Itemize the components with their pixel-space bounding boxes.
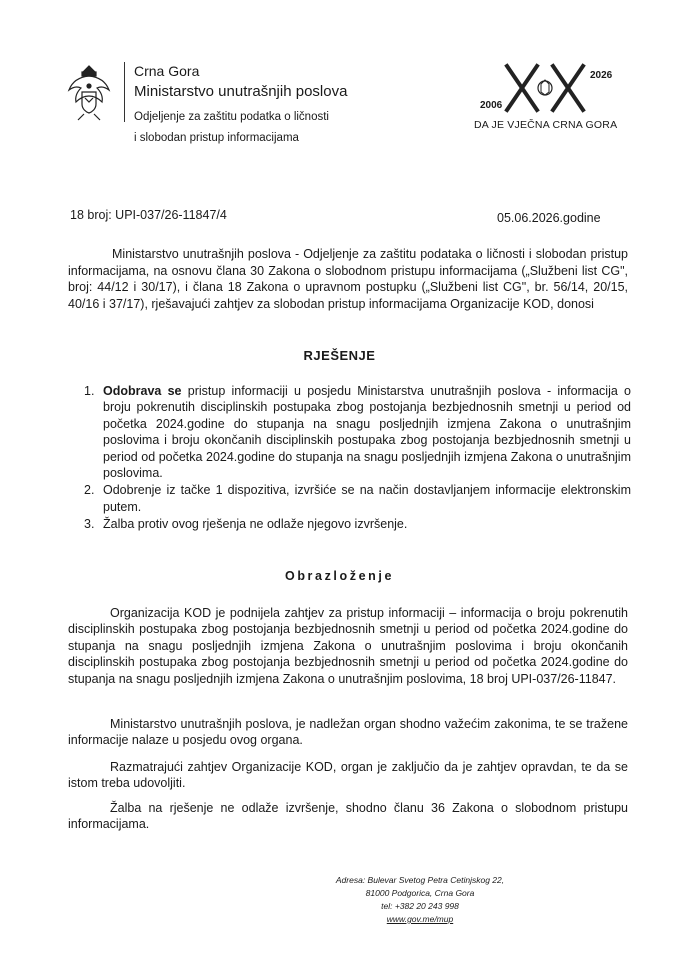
decision-item-number: 1. (84, 384, 95, 398)
logo-slogan: DA JE VJEČNA CRNA GORA (474, 119, 618, 131)
footer (220, 874, 620, 926)
decision-item-number: 3. (84, 517, 95, 532)
reasoning-paragraph: Žalba na rješenje ne odlaže izvršenje, shodno članu 36 Zakona o slobodnom pristupu informacijama. (68, 801, 628, 832)
reference-date: 05.06.2026.godine (497, 211, 601, 225)
decision-list (76, 383, 631, 534)
decision-item-text: pristup informaciji u posjedu Ministarstva unutrašnjih poslova - informacija o broju pokrenutih disciplinskih postupaka zbog postojanja bezbjednosnih smetnji u period od početka 2024.godine do stupanja na snagu posljednjih izmjena Zakona o unutrašnjim poslovima i broju okončanih disciplinskih postupaka zbog postojanja bezbjednosnih smetnji u period od početka 2024.godine do stupanja na snagu posljednjih izmjena Zakona o unutrašnjim poslovima. (103, 384, 632, 481)
decision-item-text: Žalba protiv ovog rješenja ne odlaže njegovo izvršenje. (103, 517, 408, 532)
decision-item-number: 2. (84, 483, 95, 498)
reasoning-paragraph: Organizacija KOD je podnijela zahtjev za pristup informaciji – informacija o broju pokrenutih disciplinskih postupaka zbog postojanja bezbjednosnih smetnji u period od početka 2024.godine do stupanja na snagu posljednjih izmjena Zakona o unutrašnjim poslovima i broju okončanih disciplinskih postupaka zbog postojanja bezbjednosnih smetnji u period od početka 2024.godine do stupanja na snagu posljednjih izmjena Zakona o unutrašnjim poslovima, 18 broj UPI-037/26-11847. (68, 606, 628, 686)
logo-year-right: 2026 (590, 70, 613, 81)
footer-city: 81000 Podgorica, Crna Gora (365, 888, 475, 898)
decision-item (76, 516, 631, 532)
coat-of-arms-icon (64, 62, 114, 124)
footer-web-link[interactable]: www.gov.me/mup (386, 914, 454, 924)
decision-item-lead: Odobrava se (103, 384, 182, 398)
decision-item (76, 482, 631, 515)
intro-paragraph: Ministarstvo unutrašnjih poslova - Odjeljenje za zaštitu podataka o ličnosti i slobodan pristup informacijama, na osnovu člana 30 Zakona o slobodnom pristupu informacijama („Službeni list CG", broj: 44/12 i 30/17), i člana 18 Zakona o upravnom postupku („Službeni list CG", br. 56/14, 20/15, 40/16 i 37/17), rješavajući zahtjev za slobodan pristup informacijama Organizacije KOD, donosi (68, 247, 628, 311)
header-ministry: Ministarstvo unutrašnjih poslova (134, 83, 348, 100)
logo-year-left: 2006 (480, 100, 503, 111)
reasoning-paragraph: Razmatrajući zahtjev Organizacije KOD, organ je zaključio da je zahtjev opravdan, te da se istom treba udovoljiti. (68, 760, 628, 791)
decision-item (76, 383, 631, 481)
header-divider (124, 62, 125, 122)
header-department-line1: Odjeljenje za zaštitu podatka o ličnosti (134, 111, 329, 123)
decision-item-text: Odobrenje iz tačke 1 dispozitiva, izvršiće se na način dostavljanjem informacije elektronskim putem. (103, 483, 631, 514)
header-department-line2: i slobodan pristup informacijama (134, 132, 299, 144)
footer-phone: tel: +382 20 243 998 (381, 901, 459, 911)
reference-number: 18 broj: UPI-037/26-11847/4 (70, 208, 227, 222)
footer-address: Adresa: Bulevar Svetog Petra Cetinjskog 22, (335, 875, 505, 885)
decision-title: RJEŠENJE (303, 348, 376, 363)
reasoning-title: Obrazloženje (285, 569, 394, 583)
reasoning-paragraph: Ministarstvo unutrašnjih poslova, je nadležan organ shodno važećim zakonima, te se tražene informacije nalaze u posjedu ovog organa. (68, 717, 628, 748)
header-country: Crna Gora (134, 63, 200, 79)
